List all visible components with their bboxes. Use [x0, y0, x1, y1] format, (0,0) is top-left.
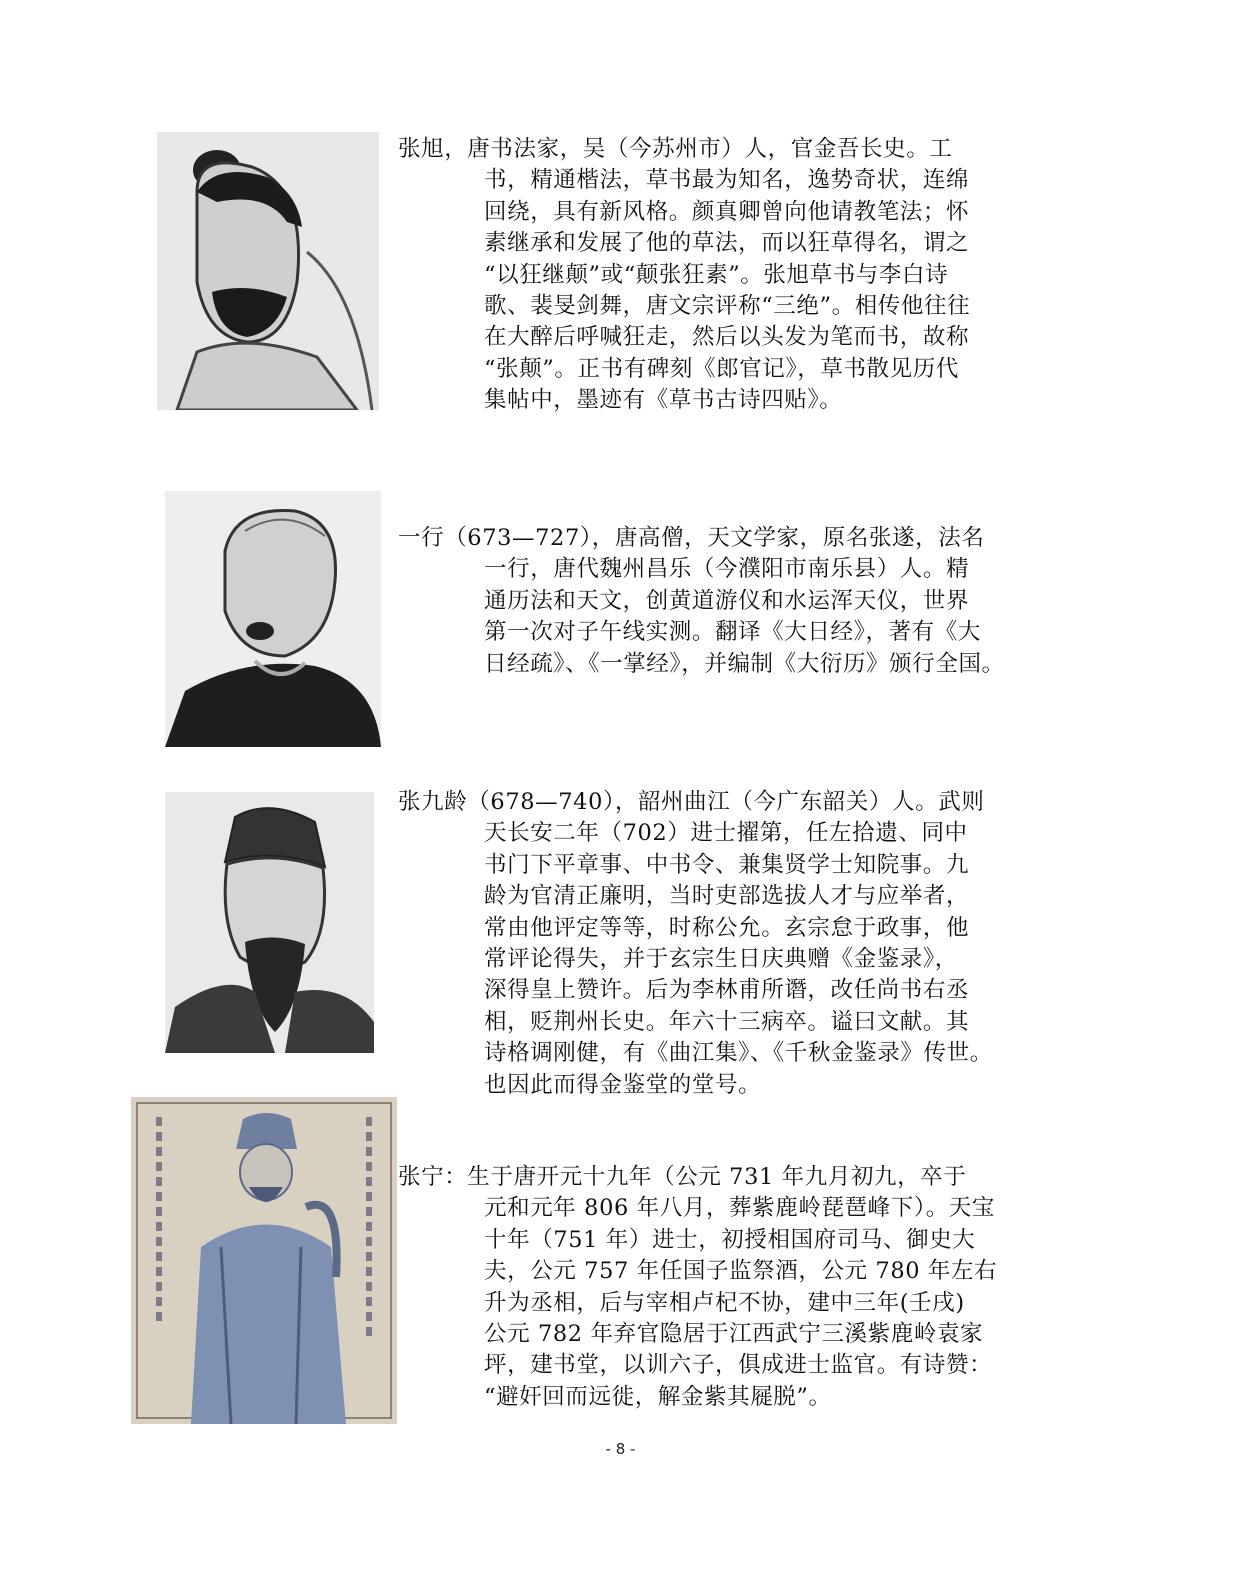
bio-line: 回绕，具有新风格。颜真卿曾向他请教笔法；怀 — [484, 198, 970, 225]
portrait-yi-xing — [165, 491, 381, 747]
bio-line: 歌、裴旻剑舞，唐文宗评称“三绝”。相传他往往 — [484, 293, 971, 320]
bio-line: 张旭，唐书法家，吴（今苏州市）人，官金吾长史。工 — [398, 136, 953, 162]
bio-line: 坪，建书堂，以训六子，俱成进士监官。有诗赞： — [484, 1352, 993, 1379]
bio-line: 集帖中，墨迹有《草书古诗四贴》。 — [484, 387, 843, 414]
bio-line: 第一次对子午线实测。翻译《大日经》，著有《大 — [484, 619, 981, 646]
portrait-zhang-ning — [131, 1097, 397, 1424]
bio-line: 元和元年 806 年八月，葬紫鹿岭琵琶峰下）。天宝 — [484, 1195, 996, 1222]
bio-line: “张颠”。正书有碑刻《郎官记》，草书散见历代 — [484, 355, 959, 382]
portrait-zhang-jiuling-icon — [165, 792, 374, 1053]
bio-line: “避奸回而远徙，解金紫其屣脱”。 — [484, 1383, 832, 1410]
bio-line: 也因此而得金鉴堂的堂号。 — [484, 1071, 762, 1098]
bio-line: 素继承和发展了他的草法，而以狂草得名，谓之 — [484, 230, 970, 257]
bio-line: 书门下平章事、中书令、兼集贤学士知院事。九 — [484, 851, 970, 878]
bio-line: 十年（751 年）进士，初授相国府司马、御史大 — [484, 1226, 976, 1253]
bio-line: 常评论得失，并于玄宗生日庆典赠《金鉴录》， — [484, 946, 958, 973]
portrait-zhang-xu — [157, 132, 379, 410]
portrait-zhang-xu-icon — [157, 132, 379, 410]
bio-zhang-jiuling — [398, 787, 993, 1101]
bio-line: 书，精通楷法，草书最为知名，逸势奇状，连绵 — [484, 167, 970, 194]
bio-line: 一行，唐代魏州昌乐（今濮阳市南乐县）人。精 — [484, 556, 970, 583]
bio-line: 通历法和天文，创黄道游仪和水运浑天仪，世界 — [484, 587, 970, 614]
bio-line: 升为丞相，后与宰相卢杞不协，建中三年(壬戌) — [484, 1289, 965, 1316]
portrait-zhang-jiuling — [165, 792, 374, 1053]
portrait-zhang-ning-icon — [131, 1097, 397, 1424]
bio-line: 一行（673—727），唐高僧，天文学家，原名张遂，法名 — [398, 525, 985, 551]
portrait-yi-xing-icon — [165, 491, 381, 747]
page-number: - 8 - — [605, 1440, 636, 1458]
bio-line: 张九龄（678—740），韶州曲江（今广东韶关）人。武则 — [398, 789, 985, 815]
bio-line: 龄为官清正廉明，当时吏部选拔人才与应举者， — [484, 883, 970, 910]
bio-yi-xing — [398, 523, 1005, 680]
bio-line: 张宁：生于唐开元十九年（公元 731 年九月初九，卒于 — [398, 1164, 967, 1190]
bio-line: “以狂继颠”或“颠张狂素”。张旭草书与李白诗 — [484, 261, 949, 288]
bio-line: 在大醉后呼喊狂走，然后以头发为笔而书，故称 — [484, 324, 970, 351]
bio-zhang-ning — [398, 1162, 997, 1413]
bio-line: 天长安二年（702）进士擢第，任左拾遗、同中 — [484, 820, 968, 847]
bio-line: 诗格调刚健，有《曲江集》、《千秋金鉴录》传世。 — [484, 1040, 993, 1067]
bio-line: 公元 782 年弃官隐居于江西武宁三溪紫鹿岭袁家 — [484, 1321, 984, 1348]
bio-line: 深得皇上赞许。后为李林甫所谮，改任尚书右丞 — [484, 977, 970, 1004]
bio-line: 日经疏》、《一掌经》，并编制《大衍历》颁行全国。 — [484, 650, 1005, 677]
bio-line: 相，贬荆州长史。年六十三病卒。谥曰文献。其 — [484, 1008, 970, 1035]
bio-line: 夫，公元 757 年任国子监祭酒，公元 780 年左右 — [484, 1258, 998, 1285]
bio-zhang-xu — [398, 134, 970, 417]
bio-line: 常由他评定等等，时称公允。玄宗怠于政事，他 — [484, 914, 970, 941]
